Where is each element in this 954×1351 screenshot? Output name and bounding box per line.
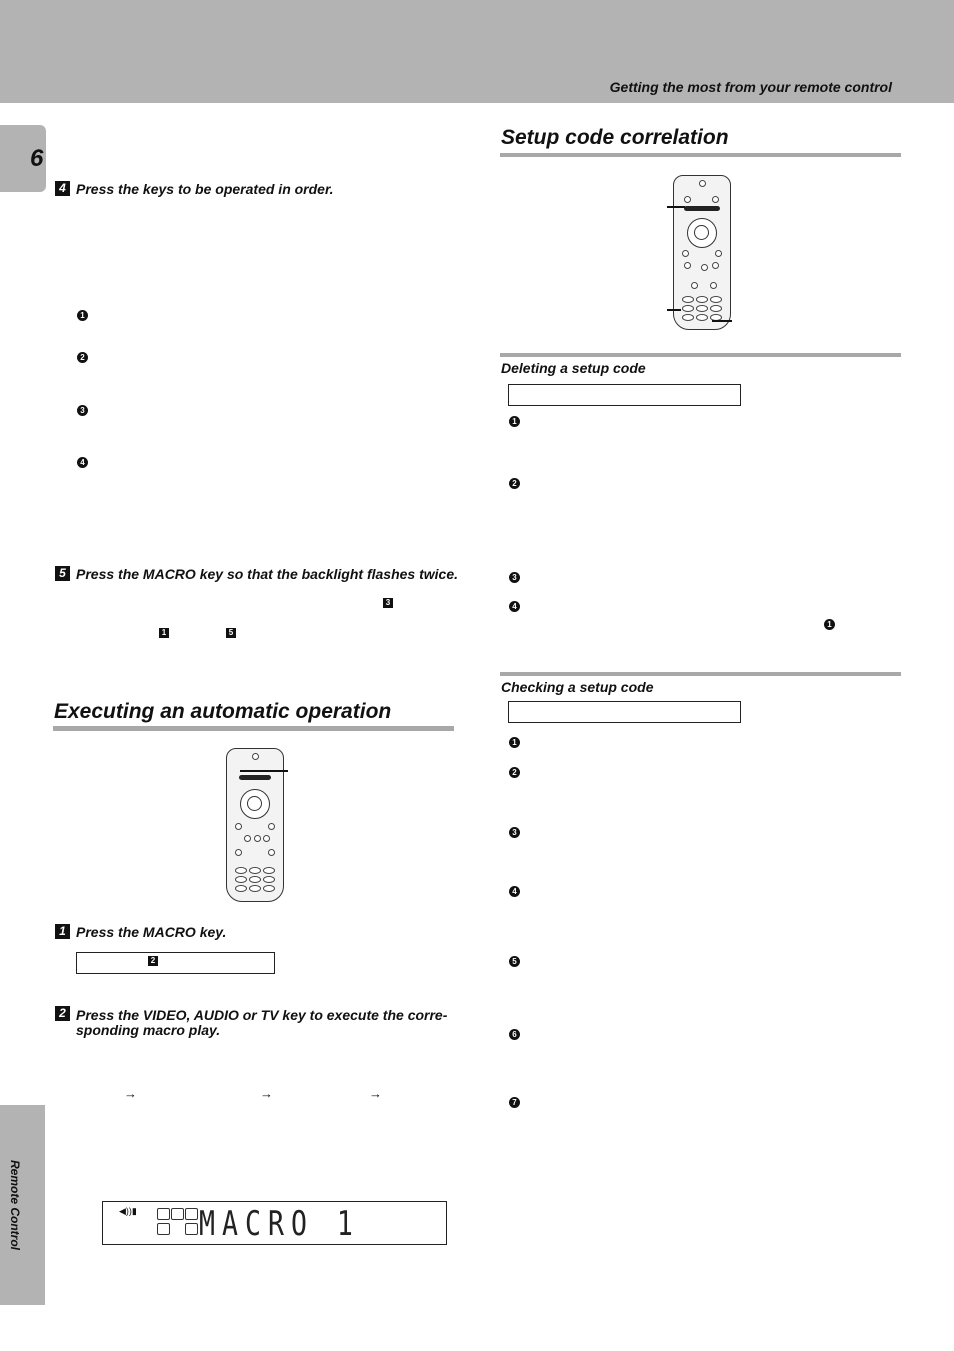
header-title: Getting the most from your remote control	[609, 79, 892, 95]
exec-step-2-number: 2	[55, 1006, 70, 1021]
step4-bullet-1: 1	[77, 310, 88, 321]
checking-bullet-2: 2	[509, 767, 520, 778]
exec-step1-box	[76, 952, 275, 974]
checking-title: Checking a setup code	[501, 679, 654, 695]
display-text: MACRO 1	[199, 1204, 360, 1244]
flow-arrow-2: →	[260, 1086, 273, 1101]
deleting-box	[508, 384, 741, 406]
flow-arrow-1: →	[124, 1086, 137, 1101]
step-4-text: Press the keys to be operated in order.	[76, 181, 334, 197]
checking-bullet-4: 4	[509, 886, 520, 897]
step4-bullet-2: 2	[77, 352, 88, 363]
lcd-display	[102, 1201, 447, 1245]
display-segment-cells	[157, 1208, 197, 1238]
display-speaker-icon: ◀))▮	[119, 1206, 137, 1216]
deleting-inline-ref: 1	[824, 619, 835, 630]
ref-box-5: 5	[226, 628, 236, 638]
checking-bullet-1: 1	[509, 737, 520, 748]
ref-box-1: 1	[159, 628, 169, 638]
checking-bullet-3: 3	[509, 827, 520, 838]
setup-section-title: Setup code correlation	[501, 126, 729, 149]
exec-section-rule	[53, 726, 454, 731]
exec-section-title: Executing an automatic operation	[54, 700, 392, 723]
page-number: 6	[30, 145, 44, 172]
deleting-bullet-2: 2	[509, 478, 520, 489]
checking-bullet-7: 7	[509, 1097, 520, 1108]
step-4-number: 4	[55, 181, 70, 196]
exec-step-2-line2: sponding macro play.	[76, 1022, 221, 1038]
macro-key-highlight	[239, 775, 271, 780]
leader-line-right-top	[667, 206, 685, 208]
setup-key-highlight	[684, 206, 720, 211]
exec-step-2-line1: Press the VIDEO, AUDIO or TV key to execute the corre-	[76, 1007, 448, 1023]
ref-box-3: 3	[383, 598, 393, 608]
step-5-number: 5	[55, 566, 70, 581]
remote-illustration-right	[673, 175, 731, 330]
deleting-bullet-1: 1	[509, 416, 520, 427]
deleting-bullet-3: 3	[509, 572, 520, 583]
exec-step1-box-ref: 2	[148, 956, 158, 966]
flow-arrow-3: →	[369, 1086, 382, 1101]
step4-bullet-4: 4	[77, 457, 88, 468]
leader-line-right-bottom2	[712, 320, 732, 322]
checking-bullet-5: 5	[509, 956, 520, 967]
deleting-title: Deleting a setup code	[501, 360, 646, 376]
step4-bullet-3: 3	[77, 405, 88, 416]
setup-section-rule	[500, 153, 901, 157]
deleting-bullet-4: 4	[509, 601, 520, 612]
leader-line-right-bottom	[667, 309, 681, 311]
checking-rule	[500, 672, 901, 676]
leader-line-left	[240, 770, 288, 772]
side-label: Remote Control	[8, 1160, 22, 1250]
side-tab	[0, 1105, 45, 1305]
exec-step-1-text: Press the MACRO key.	[76, 924, 227, 940]
checking-bullet-6: 6	[509, 1029, 520, 1040]
step-5-text: Press the MACRO key so that the backlight flashes twice.	[76, 566, 458, 582]
checking-box	[508, 701, 741, 723]
exec-step-1-number: 1	[55, 924, 70, 939]
deleting-rule	[500, 353, 901, 357]
